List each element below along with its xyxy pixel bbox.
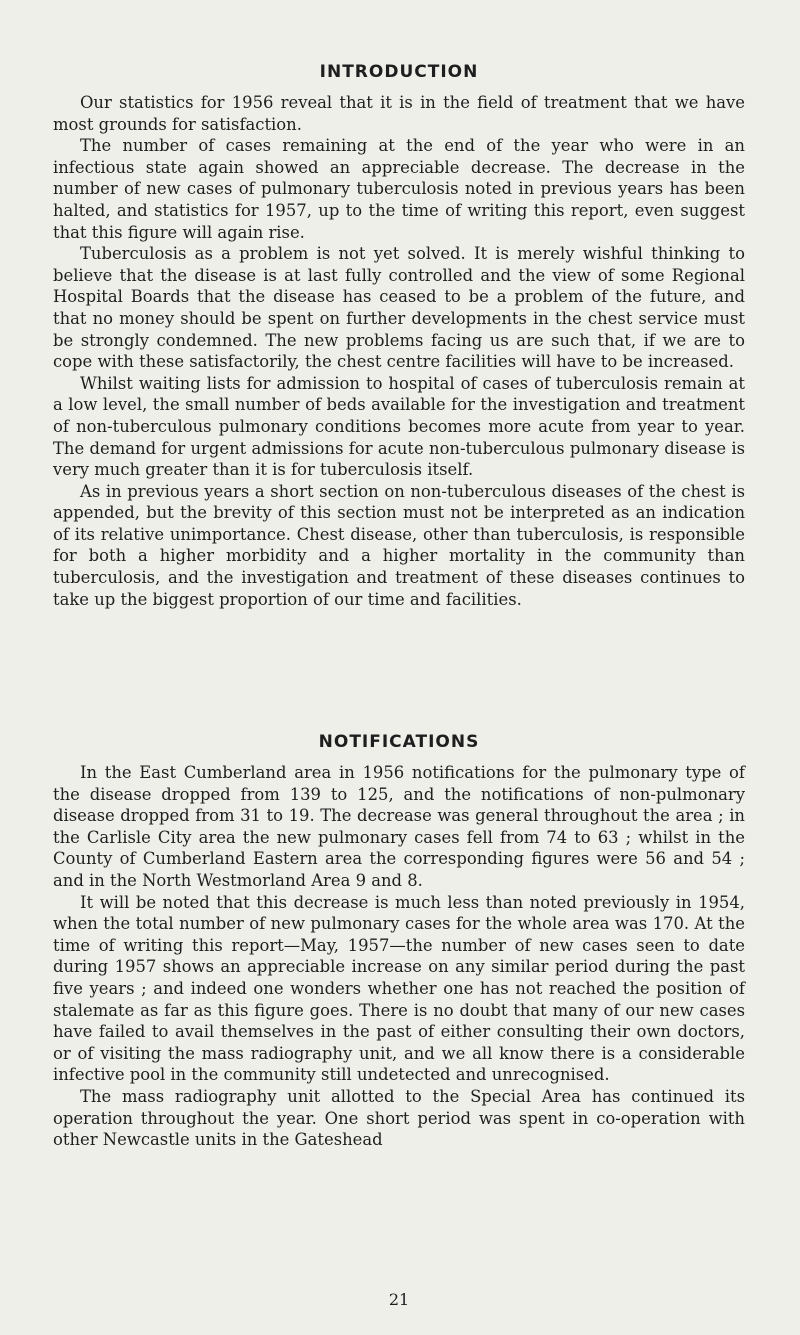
introduction-paragraph-4: Whilst waiting lists for admission to hospital of cases of tuberculosis remain at a low level, the small number of beds available for the investigation and treatment of non-tuberculous pulmonary conditions becomes more acute from year to year. The demand for urgent admissions for acute non-tuberculous pulmonary disease is very much greater than it is for tuberculosis itself. xyxy=(53,373,745,480)
introduction-paragraph-1: Our statistics for 1956 reveal that it is in the field of treatment that we have most grounds for satisfaction. xyxy=(53,93,745,134)
notifications-section xyxy=(53,762,745,1151)
notifications-heading: NOTIFICATIONS xyxy=(318,732,480,752)
page-number: 21 xyxy=(388,1290,410,1309)
introduction-paragraph-5: As in previous years a short section on non-tuberculous diseases of the chest is appended, but the brevity of this section must not be interpreted as an indication of its relative unimportance. Chest disease, other than tuberculosis, is responsible for both a higher morbidity and a higher mortality in the community than tuberculosis, and the investigation and treatment of these diseases continues to take up the biggest proportion of our time and facilities. xyxy=(53,481,745,609)
notifications-paragraph-2: It will be noted that this decrease is much less than noted previously in 1954, when the total number of new pulmonary cases for the whole area was 170. At the time of writing this report—May, 1957—the number of new cases seen to date during 1957 shows an appreciable increase on any similar period during the past five years ; and indeed one wonders whether one has not reached the position of stalemate as far as this figure goes. There is no doubt that many of our new cases have failed to avail themselves in the past of either consulting their own doctors, or of visiting the mass radiography unit, and we all know there is a considerable infective pool in the community still undetected and unrecognised. xyxy=(53,892,745,1085)
notifications-paragraph-1: In the East Cumberland area in 1956 notifications for the pulmonary type of the disease dropped from 139 to 125, and the notifications of non-pulmonary disease dropped from 31 to 19. The decrease was general throughout the area ; in the Carlisle City area the new pulmonary cases fell from 74 to 63 ; whilst in the County of Cumberland Eastern area the corresponding figures were 56 and 54 ; and in the North Westmorland Area 9 and 8. xyxy=(53,763,745,890)
introduction-paragraph-3: Tuberculosis as a problem is not yet solved. It is merely wishful thinking to believe that the disease is at last fully controlled and the view of some Regional Hospital Boards that the disease has ceased to be a problem of the future, and that no money should be spent on further developments in the chest service must be strongly condemned. The new problems facing us are such that, if we are to cope with these satisfactorily, the chest centre facilities will have to be increased. xyxy=(53,244,745,372)
introduction-paragraph-2: The number of cases remaining at the end of the year who were in an infectious state again showed an appreciable decrease. The decrease in the number of new cases of pulmonary tuberculosis noted in previous years has been halted, and statistics for 1957, up to the time of writing this report, even suggest that this figure will again rise. xyxy=(53,136,745,242)
notifications-paragraph-3: The mass radiography unit allotted to the Special Area has continued its operation throughout the year. One short period was spent in co-operation with other Newcastle units in the Gateshead xyxy=(53,1086,745,1150)
introduction-section xyxy=(53,92,745,610)
introduction-heading: INTRODUCTION xyxy=(319,62,479,82)
